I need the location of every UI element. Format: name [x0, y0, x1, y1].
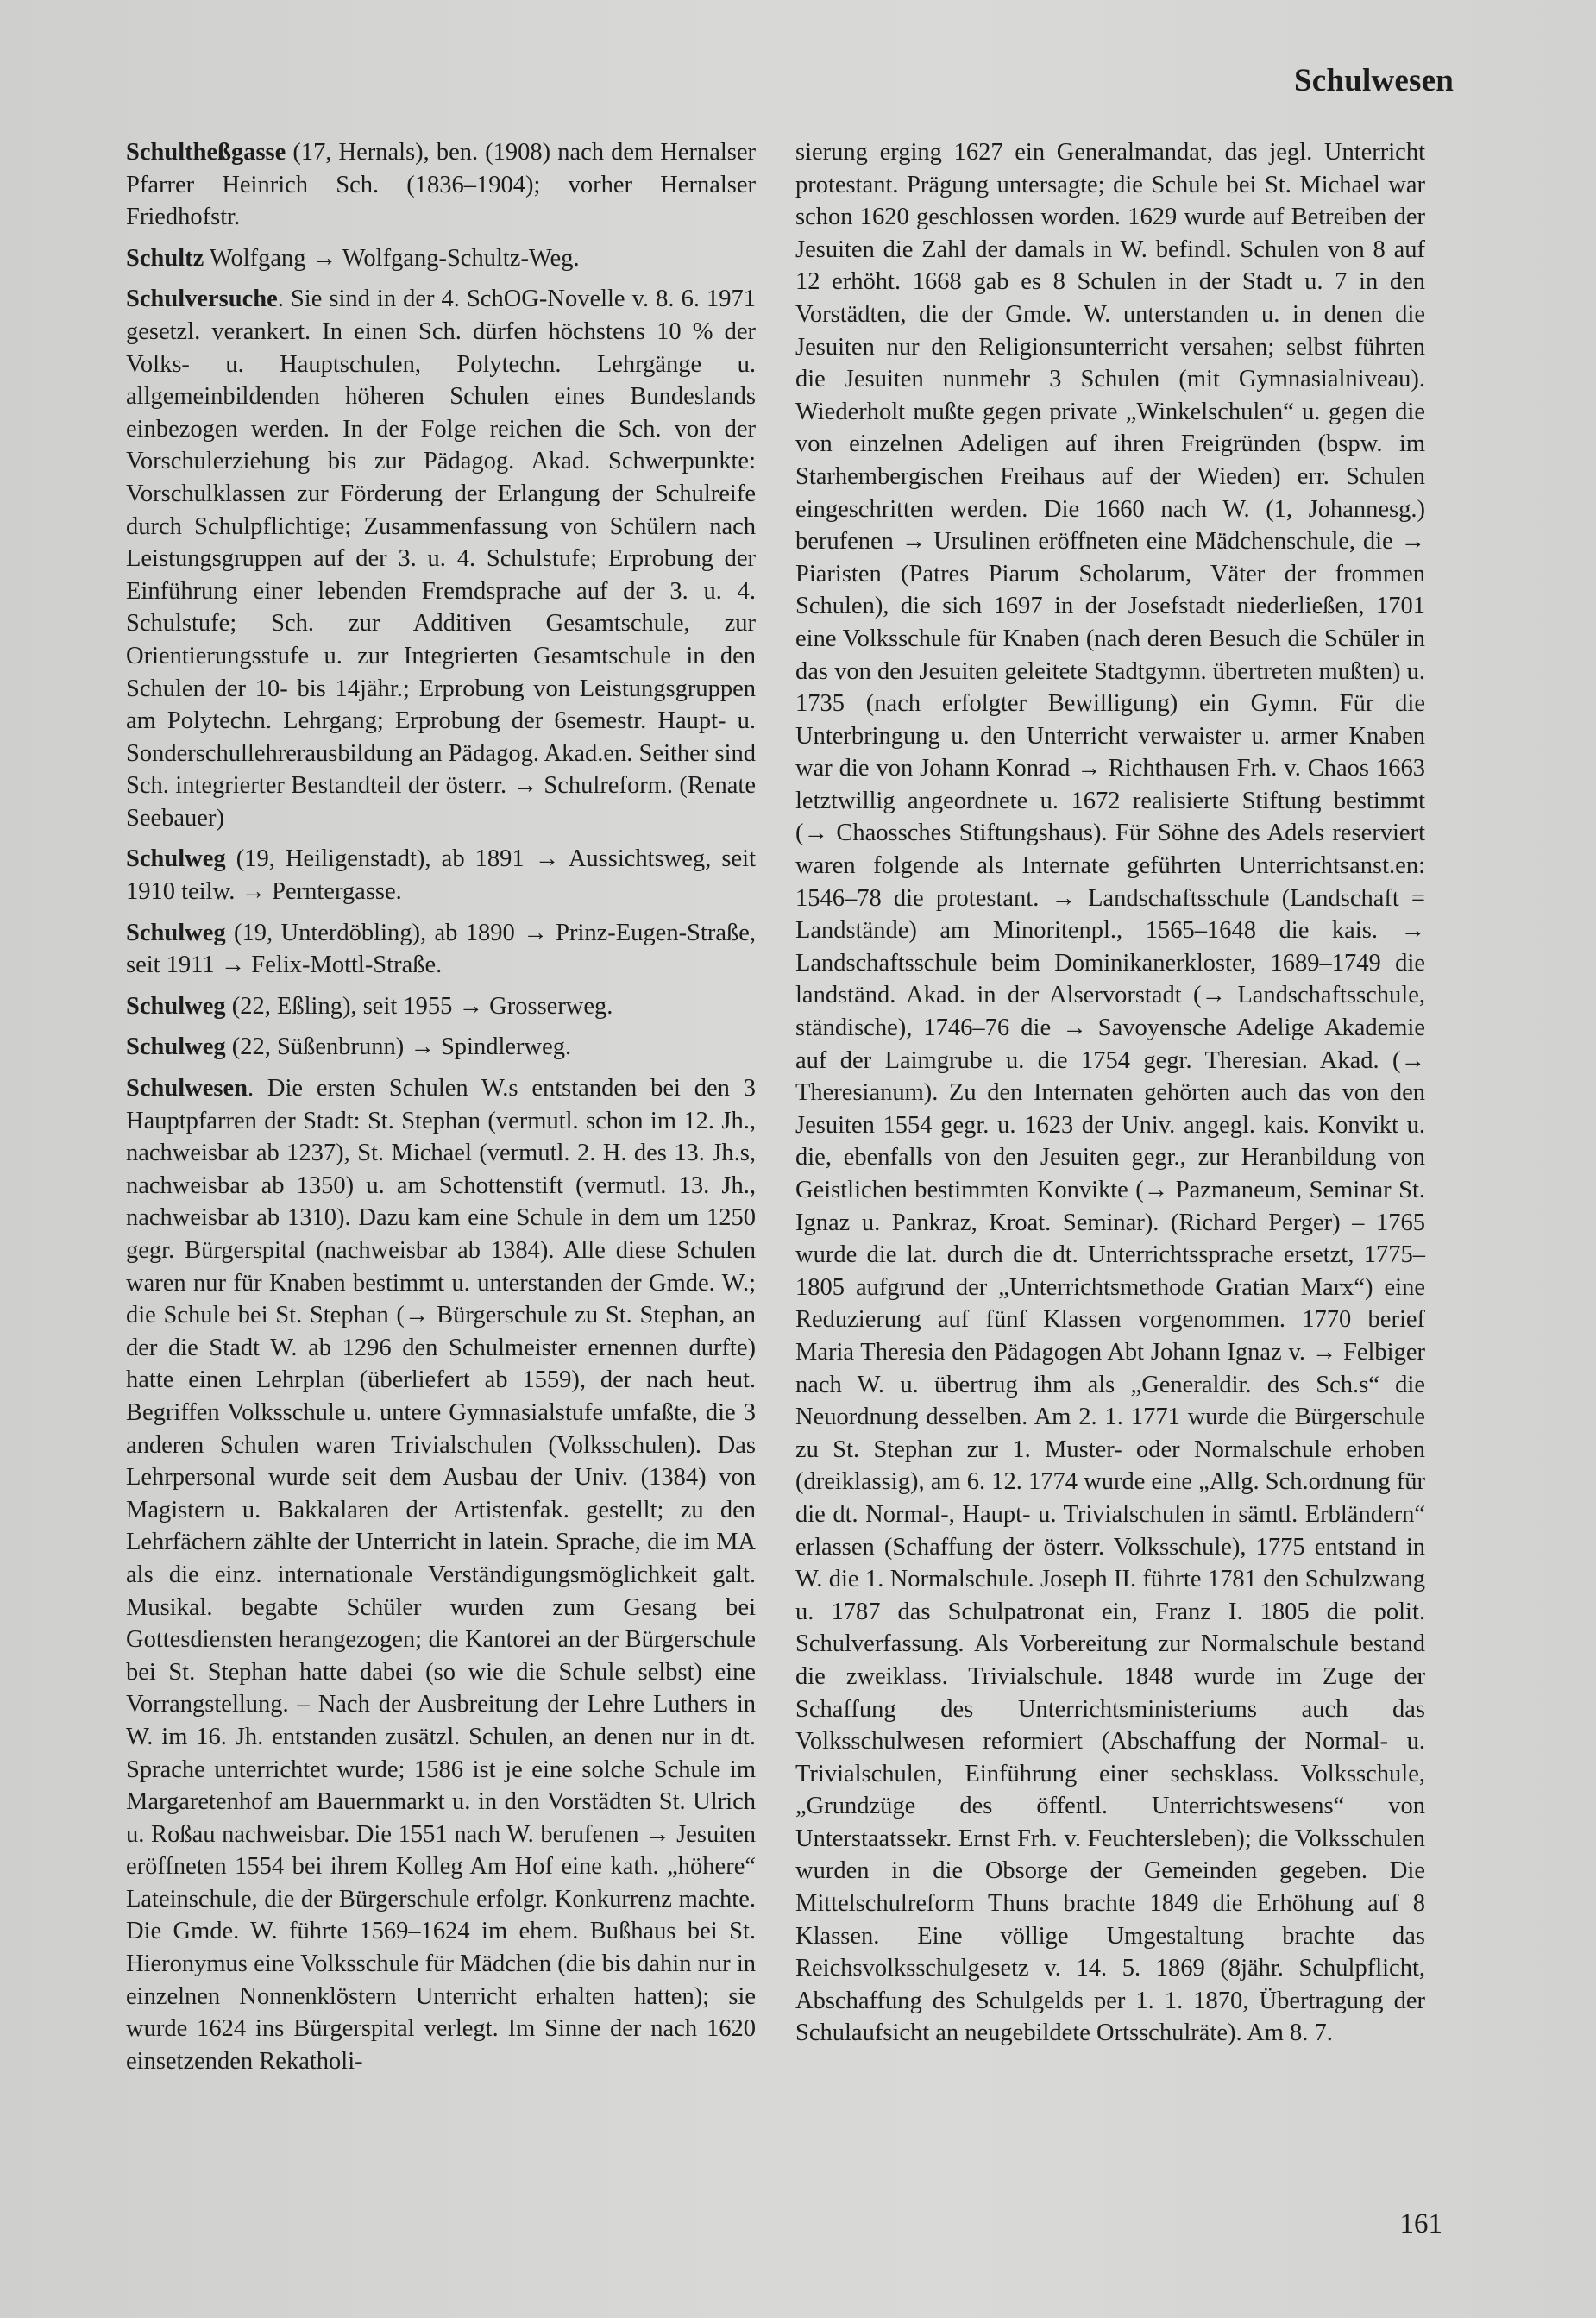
entry-lemma: Schulweg [126, 919, 226, 946]
running-header: Schulwesen [1294, 63, 1454, 98]
entry-schulversuche [126, 283, 756, 834]
entry-text: . Die ersten Schulen W.s entstanden bei den 3 Hauptpfarren der Stadt: St. Stephan (vermutl. schon im 12. Jh., nachweisbar ab 1237), St. Michael (vermutl. 2. H. des 13. Jh.s, nachweisbar ab 1350) u. am Schottenstift (vermutl. 13. Jh., nachweisbar ab 1310). Dazu kam eine Schule in dem um 1250 gegr. Bürgerspital (nachweisbar ab 1384). Alle diese Schulen waren nur für Knaben bestimmt u. unterstanden der Gmde. W.; die Schule bei St. Stephan (→ Bürgerschule zu St. Stephan, an der die Stadt W. ab 1296 den Schulmeister ernennen durfte) hatte einen Lehrplan (überliefert ab 1559), der nach heut. Begriffen Volksschule u. untere Gymnasialstufe umfaßte, die 3 anderen Schulen waren Trivialschulen (Volksschulen). Das Lehrpersonal wurde seit dem Ausbau der Univ. (1384) von Magistern u. Bakkalaren der Artistenfak. gestellt; zu den Lehrfächern zählte der Unterricht in latein. Sprache, die im MA als die einz. internationale Verständigungsmöglichkeit galt. Musikal. begabte Schüler wurden zum Gesang bei Gottesdiensten herangezogen; die Kantorei an der Bürgerschule bei St. Stephan hatte dabei (so wie die Schule selbst) eine Vorrangstellung. – Nach der Ausbreitung der Lehre Luthers in W. im 16. Jh. entstanden zusätzl. Schulen, an denen nur in dt. Sprache unterrichtet wurde; 1586 ist je eine solche Schule im Margaretenhof am Bauernmarkt u. in den Vorstädten St. Ulrich u. Roßau nachweisbar. Die 1551 nach W. berufenen → Jesuiten eröffneten 1554 bei ihrem Kolleg Am Hof eine kath. „höhere“ Lateinschule, die der Bürgerschule erfolgr. Konkurrenz machte. Die Gmde. W. führte 1569–1624 im ehem. Bußhaus bei St. Hieronymus eine Volksschule für Mädchen (die bis dahin nur in einzelnen Nonnenklöstern Unterricht erhalten hatten); sie wurde 1624 ins Bürgerspital verlegt. Im Sinne der nach 1620 einsetzenden Rekatholi- [126, 1075, 756, 2075]
entry-lemma: Schulweg [126, 845, 226, 873]
entry-schulweg-suessenbrunn [126, 1031, 756, 1064]
entry-lemma: Schultz [126, 244, 204, 272]
entry-schulweg-unterdoebling [126, 917, 756, 982]
entry-text: . Sie sind in der 4. SchOG-Novelle v. 8. 6. 1971 gesetzl. verankert. In einen Sch. dürfen höchstens 10 % der Volks- u. Hauptschulen, Polytechn. Lehrgänge u. allgemeinbildenden höheren Schulen eines Bundeslands einbezogen werden. In der Folge reichen die Sch. von der Vorschulerziehung bis zur Pädagog. Akad. Schwerpunkte: Vorschulklassen zur Förderung der Erlangung der Schulreife durch Schulpflichtige; Zusammenfassung von Schülern nach Leistungsgruppen auf der 3. u. 4. Schulstufe; Erprobung der Einführung einer lebenden Fremdsprache auf der 3. u. 4. Schulstufe; Sch. zur Additiven Gesamtschule, zur Orientierungsstufe u. zur Integrierten Gesamtschule in den Schulen der 10- bis 14jähr.; Erprobung von Leistungsgruppen am Polytechn. Lehrgang; Erprobung der 6semestr. Haupt- u. Sonderschullehrerausbildung an Pädagog. Akad.en. Seither sind Sch. integrierter Bestandteil der österr. → Schulreform. (Renate Seebauer) [126, 286, 756, 832]
entry-text: (19, Heiligenstadt), ab 1891 → Aussichtsweg, seit 1910 teilw. → Perntergasse. [126, 845, 756, 906]
entry-lemma: Schulweg [126, 992, 226, 1020]
entry-lemma: Schultheßgasse [126, 139, 286, 166]
entry-text: (19, Unterdöbling), ab 1890 → Prinz-Eugen-Straße, seit 1911 → Felix-Mottl-Straße. [126, 919, 756, 979]
entry-schultz [126, 242, 756, 275]
entry-schulwesen [126, 1072, 756, 2077]
entry-schulweg-essling [126, 990, 756, 1023]
entry-schulthessgasse [126, 136, 756, 234]
left-column [126, 136, 756, 2086]
entry-lemma: Schulweg [126, 1033, 226, 1061]
entry-text: (22, Süßenbrunn) → Spindlerweg. [225, 1033, 572, 1061]
entry-lemma: Schulversuche [126, 286, 278, 313]
right-column [795, 136, 1425, 2050]
entry-text: Wolfgang → Wolfgang-Schultz-Weg. [204, 244, 580, 272]
entry-lemma: Schulwesen [126, 1075, 248, 1102]
entry-text: (17, Hernals), ben. (1908) nach dem Hernalser Pfarrer Heinrich Sch. (1836–1904); vorher Hernalser Friedhofstr. [126, 139, 756, 231]
entry-schulweg-heiligenstadt [126, 843, 756, 908]
entry-text: (22, Eßling), seit 1955 → Grosserweg. [225, 992, 613, 1020]
page-number: 161 [1399, 2208, 1442, 2239]
schulwesen-continuation: sierung erging 1627 ein Generalmandat, das jegl. Unterricht protestant. Prägung untersagte; die Schule bei St. Michael war schon 1620 geschlossen worden. 1629 wurde auf Betreiben der Jesuiten die Zahl der damals in W. befindl. Schulen von 8 auf 12 erhöht. 1668 gab es 8 Schulen in der Stadt u. 7 in den Vorstädten, die der Gmde. W. unterstanden u. in denen die Jesuiten nur den Religionsunterricht versahen; selbst führten die Jesuiten nunmehr 3 Schulen (mit Gymnasialniveau). Wiederholt mußte gegen private „Winkelschulen“ u. gegen die von einzelnen Adeligen auf ihren Freigründen (bspw. im Starhembergischen Freihaus auf der Wieden) err. Schulen eingeschritten werden. Die 1660 nach W. (1, Johannesg.) berufenen → Ursulinen eröffneten eine Mädchenschule, die → Piaristen (Patres Piarum Scholarum, Väter der frommen Schulen), die sich 1697 in der Josefstadt niederließen, 1701 eine Volksschule für Knaben (nach deren Besuch die Schüler in das von den Jesuiten geleitete Stadtgymn. übertreten mußten) u. 1735 (nach erfolgter Bewilligung) ein Gymn. Für die Unterbringung u. den Unterricht verwaister u. armer Knaben war die von Johann Konrad → Richthausen Frh. v. Chaos 1663 letztwillig angeordnete u. 1672 realisierte Stiftung bestimmt (→ Chaossches Stiftungshaus). Für Söhne des Adels reserviert waren folgende als Internate geführten Unterrichtsanst.en: 1546–78 die protestant. → Landschaftsschule (Landschaft = Landstände) am Minoritenpl., 1565–1648 die kais. → Landschaftsschule beim Dominikanerkloster, 1689–1749 die landständ. Akad. in der Alservorstadt (→ Landschaftsschule, ständische), 1746–76 die → Savoyensche Adelige Akademie auf der Laimgrube u. die 1754 gegr. Theresian. Akad. (→ Theresianum). Zu den Internaten gehörten auch das von den Jesuiten 1554 gegr. u. 1623 der Univ. angegl. kais. Konvikt u. die, ebenfalls von den Jesuiten gegr., zur Heranbildung von Geistlichen bestimmten Konvikte (→ Pazmaneum, Seminar St. Ignaz u. Pankraz, Kroat. Seminar). (Richard Perger) – 1765 wurde die lat. durch die dt. Unterrichtssprache ersetzt, 1775–1805 aufgrund der „Unterrichtsmethode Gratian Marx“) eine Reduzierung auf fünf Klassen vorgenommen. 1770 berief Maria Theresia den Pädagogen Abt Johann Ignaz v. → Felbiger nach W. u. übertrug ihm als „Generaldir. des Sch.s“ die Neuordnung desselben. Am 2. 1. 1771 wurde die Bürgerschule zu St. Stephan zur 1. Muster- oder Normalschule erhoben (dreiklassig), am 6. 12. 1774 wurde eine „Allg. Sch.ordnung für die dt. Normal-, Haupt- u. Trivialschulen in sämtl. Erbländern“ erlassen (Schaffung der österr. Volksschule), 1775 entstand in W. die 1. Normalschule. Joseph II. führte 1781 den Schulzwang u. 1787 das Schulpatronat ein, Franz I. 1805 die polit. Schulverfassung. Als Vorbereitung zur Normalschule bestand die zweiklass. Trivialschule. 1848 wurde im Zuge der Schaffung des Unterrichtsministeriums auch das Volksschulwesen reformiert (Abschaffung der Normal- u. Trivialschulen, Einführung einer sechsklass. Volksschule, „Grundzüge des öffentl. Unterrichtswesens“ von Unterstaatssekr. Ernst Frh. v. Feuchtersleben); die Volksschulen wurden in die Obsorge der Gemeinden gegeben. Die Mittelschulreform Thuns brachte 1849 die Erhöhung auf 8 Klassen. Eine völlige Umgestaltung brachte das Reichsvolksschulgesetz v. 14. 5. 1869 (8jähr. Schulpflicht, Abschaffung des Schulgelds per 1. 1. 1870, Übertragung der Schulaufsicht an neugebildete Ortsschulräte). Am 8. 7. [795, 139, 1425, 2047]
